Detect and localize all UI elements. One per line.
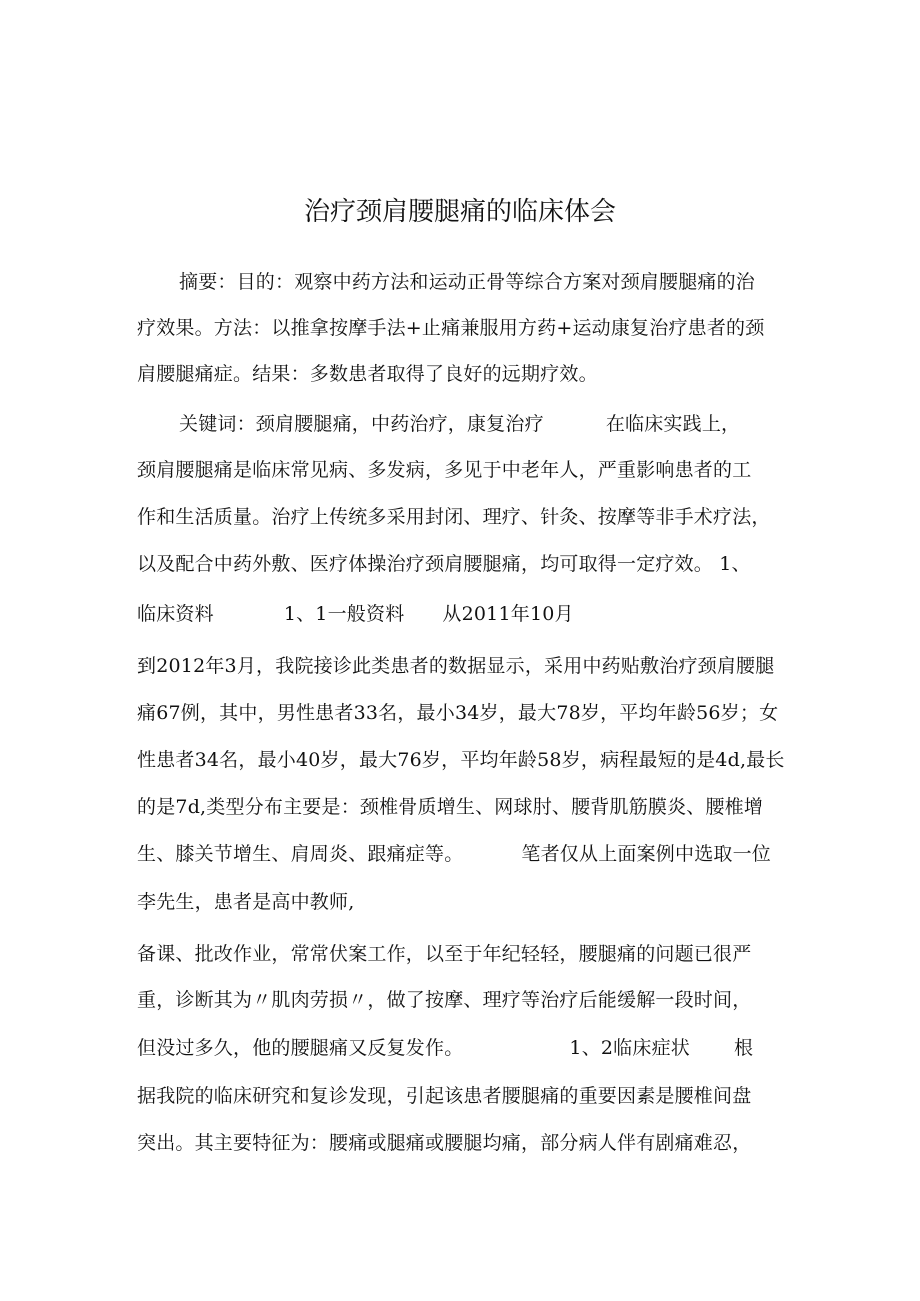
paragraph-line — [137, 1034, 753, 1062]
line-text: 痛67例，其中，男性患者33名，最小34岁，最大78岁，平均年龄56岁；女 — [137, 702, 779, 724]
line-text-tail: 从2011年10月 — [442, 603, 574, 625]
paragraph-line — [137, 1082, 751, 1110]
line-text: 性患者34名，最小40岁，最大76岁，平均年龄58岁，病程最短的是4d,最长 — [137, 749, 785, 771]
paragraph-line — [137, 793, 763, 821]
line-text: 备课、批改作业，常常伏案工作，以至于年纪轻轻，腰腿痛的问题已很严 — [137, 943, 752, 965]
line-text: 李先生，患者是高中教师, — [137, 891, 355, 913]
line-text: 以及配合中药外敷、医疗体操治疗颈肩腰腿痛，均可取得一定疗效。 1、 — [137, 553, 751, 575]
paragraph-line — [137, 1129, 751, 1157]
paragraph-line — [179, 410, 740, 438]
line-text: 疗效果。方法：以推拿按摩手法+止痛兼服用方药+运动康复治疗患者的颈 — [137, 317, 765, 339]
paragraph-line — [137, 550, 751, 578]
line-text: 临床资料 — [137, 603, 214, 625]
paragraph-line — [137, 986, 751, 1014]
document-title: 治疗颈肩腰腿痛的临床体会 — [303, 197, 616, 227]
line-text: 的是7d,类型分布主要是：颈椎骨质增生、网球肘、腰背肌筋膜炎、腰椎增 — [137, 796, 764, 818]
line-text: 生、膝关节增生、肩周炎、跟痛症等。 — [137, 843, 464, 865]
line-text: 重，诊断其为〃肌肉劳损〃，做了按摩、理疗等治疗后能缓解一段时间， — [137, 989, 752, 1011]
line-text: 据我院的临床研究和复诊发现，引起该患者腰腿痛的重要因素是腰椎间盘 — [137, 1085, 752, 1107]
line-text: 作和生活质量。治疗上传统多采用封闭、理疗、针灸、按摩等非手术疗法， — [137, 506, 771, 528]
paragraph-line — [137, 746, 785, 774]
line-text-tail: 根 — [733, 1037, 754, 1059]
line-text-mid: 1、1一般资料 — [283, 603, 405, 625]
line-text-tail: 笔者仅从上面案例中选取一位 — [521, 843, 772, 865]
paragraph-line — [137, 652, 774, 680]
paragraph-line — [137, 699, 778, 727]
line-text: 但没过多久，他的腰腿痛又反复发作。 — [137, 1037, 464, 1059]
line-text-mid: 1、2临床症状 — [569, 1037, 690, 1059]
paragraph-line — [137, 888, 354, 916]
line-text: 突出。其主要特征为：腰痛或腿痛或腰腿均痛，部分病人伴有剧痛难忍， — [137, 1132, 752, 1154]
paragraph-line — [137, 503, 771, 531]
paragraph-line — [137, 314, 764, 342]
paragraph-line — [137, 360, 598, 388]
paragraph-line — [179, 268, 755, 296]
paragraph-line — [137, 600, 574, 628]
line-text: 颈肩腰腿痛是临床常见病、多发病，多见于中老年人，严重影响患者的工 — [137, 459, 752, 481]
line-text-tail: 在临床实践上， — [605, 413, 741, 435]
line-text: 到2012年3月，我院接诊此类患者的数据显示，采用中药贴敷治疗颈肩腰腿 — [137, 655, 775, 677]
line-text: 摘要：目的：观察中药方法和运动正骨等综合方案对颈肩腰腿痛的治 — [179, 271, 756, 293]
paragraph-line — [137, 940, 751, 968]
paragraph-line — [137, 456, 751, 484]
line-text: 关键词：颈肩腰腿痛，中药治疗，康复治疗 — [179, 413, 544, 435]
line-text: 肩腰腿痛症。结果：多数患者取得了良好的远期疗效。 — [137, 363, 598, 385]
paragraph-line — [137, 840, 771, 868]
